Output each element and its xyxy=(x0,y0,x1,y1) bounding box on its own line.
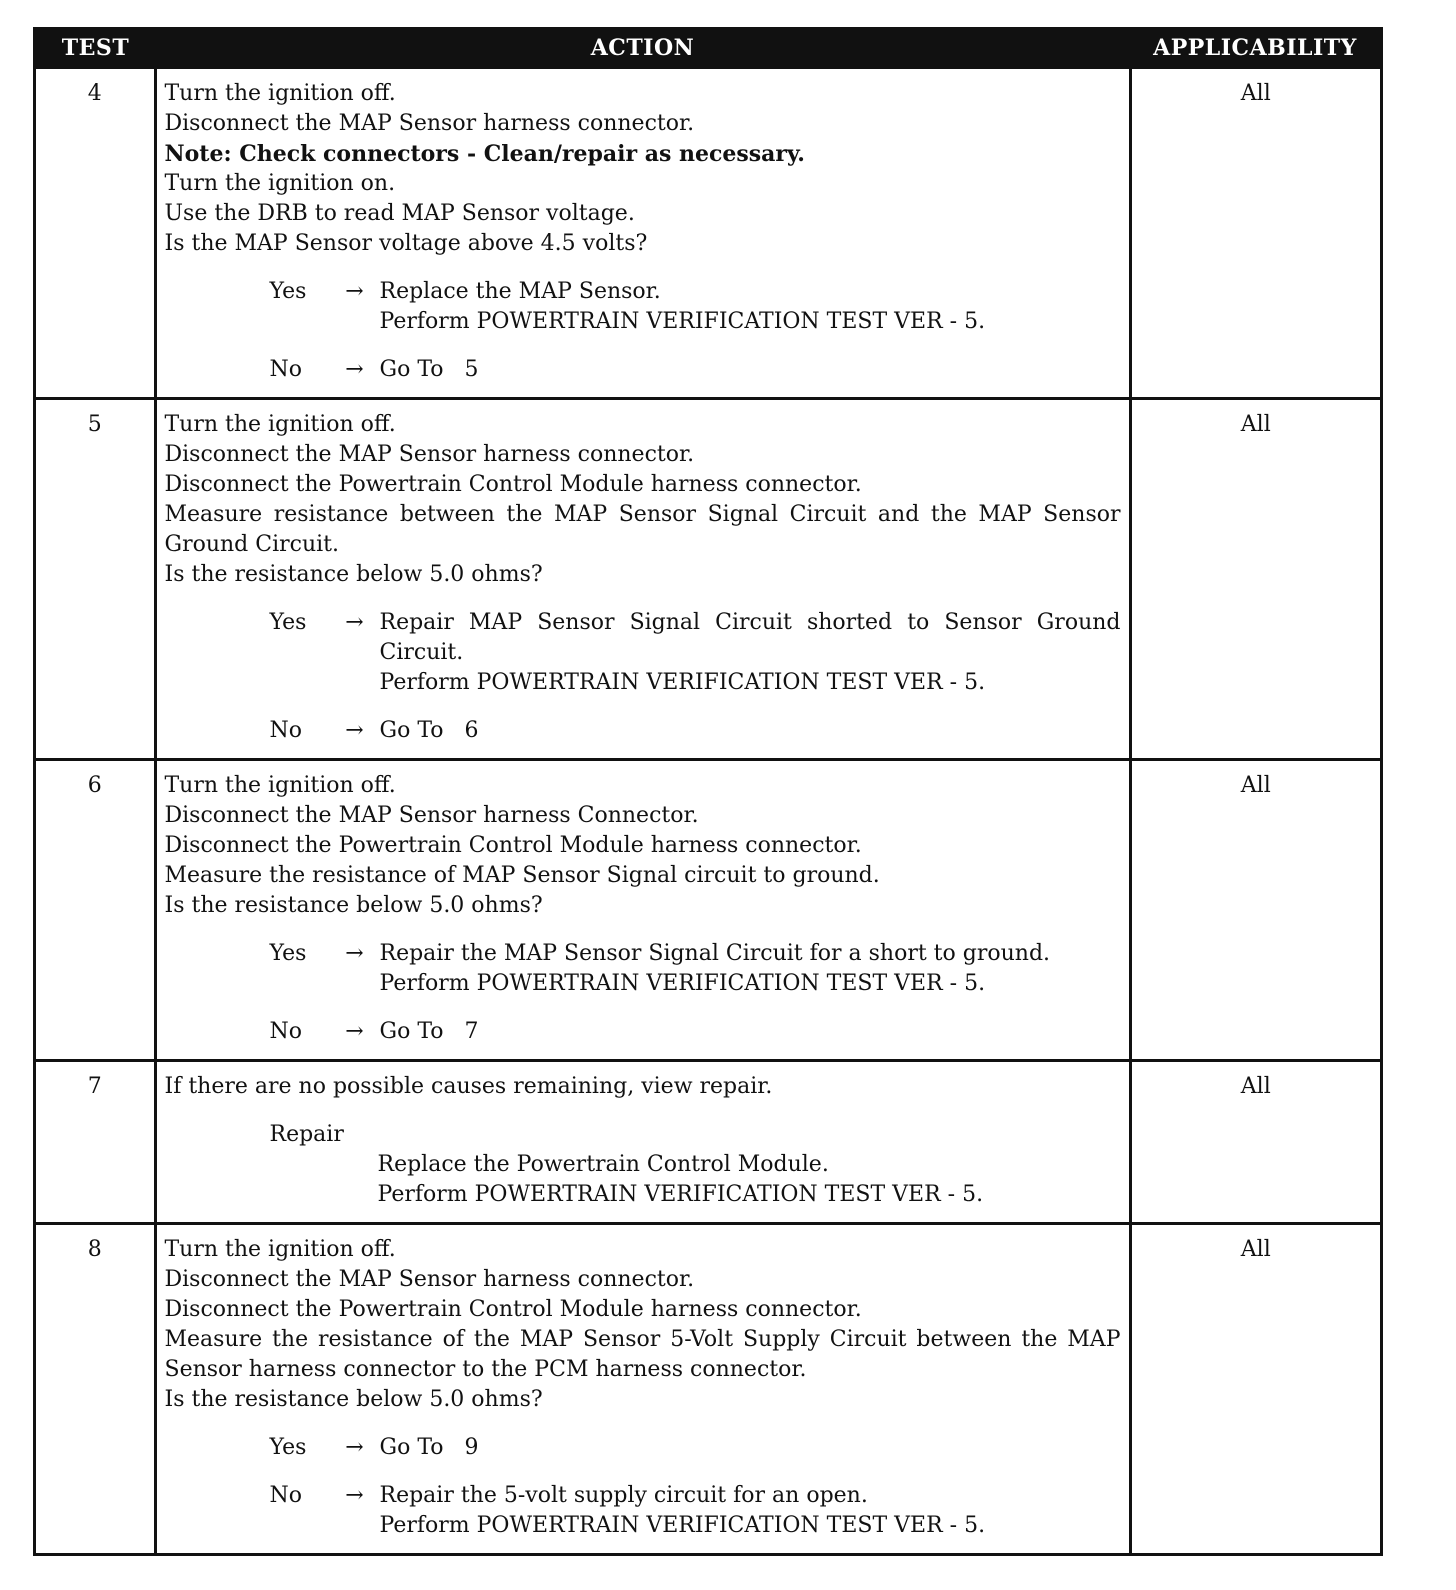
no-result: Repair the 5-volt supply circuit for an open. xyxy=(379,1483,868,1508)
table-row xyxy=(36,760,1380,1061)
diagnostic-test-table xyxy=(33,27,1383,1556)
applicability-value: All xyxy=(1130,760,1380,1061)
action-step: Turn the ignition off. xyxy=(164,81,396,106)
action-step: Disconnect the Powertrain Control Module harness connector. xyxy=(164,472,862,497)
repair-step: Perform POWERTRAIN VERIFICATION TEST VER - 5. xyxy=(377,1182,984,1207)
test-table xyxy=(36,30,1380,1553)
test-number: 5 xyxy=(36,399,155,760)
action-step: Disconnect the MAP Sensor harness connector. xyxy=(164,442,695,467)
no-result: Perform POWERTRAIN VERIFICATION TEST VER - 5. xyxy=(379,1513,986,1538)
no-branch xyxy=(165,1481,1121,1541)
table-row xyxy=(36,1224,1380,1554)
no-label: No xyxy=(269,357,302,382)
arrow-right-icon: → xyxy=(345,279,364,304)
action-step: Disconnect the MAP Sensor harness Connector. xyxy=(164,803,699,828)
yes-label: Yes xyxy=(269,279,307,304)
action-question: Is the resistance below 5.0 ohms? xyxy=(164,893,543,918)
action-step: Disconnect the Powertrain Control Module harness connector. xyxy=(164,833,862,858)
action-question: Is the resistance below 5.0 ohms? xyxy=(164,1387,543,1412)
no-result: Go To 6 xyxy=(379,718,479,743)
repair-label: Repair xyxy=(269,1122,344,1147)
test-number: 7 xyxy=(36,1061,155,1224)
action-cell xyxy=(155,68,1130,399)
action-step: Measure the resistance of the MAP Sensor 5-Volt Supply Circuit between the MAP Sensor harness connector to the PCM harness connector. xyxy=(164,1327,1121,1382)
yes-result: Perform POWERTRAIN VERIFICATION TEST VER - 5. xyxy=(379,670,986,695)
no-label: No xyxy=(269,1483,302,1508)
table-row xyxy=(36,68,1380,399)
applicability-value: All xyxy=(1130,1061,1380,1224)
no-label: No xyxy=(269,1019,302,1044)
action-note: Note: Check connectors - Clean/repair as necessary. xyxy=(164,141,805,167)
table-row xyxy=(36,399,1380,760)
applicability-value: All xyxy=(1130,1224,1380,1554)
yes-result: Perform POWERTRAIN VERIFICATION TEST VER - 5. xyxy=(379,971,986,996)
header-row xyxy=(36,30,1380,68)
yes-branch xyxy=(165,1433,1121,1463)
no-branch xyxy=(165,355,1121,385)
action-step: Turn the ignition on. xyxy=(164,171,396,196)
test-number: 6 xyxy=(36,760,155,1061)
no-label: No xyxy=(269,718,302,743)
yes-result: Perform POWERTRAIN VERIFICATION TEST VER - 5. xyxy=(379,309,986,334)
action-step: Measure resistance between the MAP Sensor Signal Circuit and the MAP Sensor Ground Circuit. xyxy=(164,502,1121,557)
header-applicability: APPLICABILITY xyxy=(1130,30,1380,68)
action-cell xyxy=(155,1061,1130,1224)
action-step: Measure the resistance of MAP Sensor Signal circuit to ground. xyxy=(164,863,880,888)
action-question: Is the MAP Sensor voltage above 4.5 volts? xyxy=(164,231,648,256)
action-step: Use the DRB to read MAP Sensor voltage. xyxy=(164,201,635,226)
action-step: Turn the ignition off. xyxy=(164,773,396,798)
no-result: Go To 7 xyxy=(379,1019,479,1044)
yes-result: Repair MAP Sensor Signal Circuit shorted to Sensor Ground Circuit. xyxy=(379,610,1121,665)
test-number: 8 xyxy=(36,1224,155,1554)
action-step: Disconnect the MAP Sensor harness connector. xyxy=(164,1267,695,1292)
no-branch xyxy=(165,1017,1121,1047)
repair-step: Replace the Powertrain Control Module. xyxy=(377,1152,829,1177)
arrow-right-icon: → xyxy=(345,1019,364,1044)
arrow-right-icon: → xyxy=(345,941,364,966)
applicability-value: All xyxy=(1130,68,1380,399)
action-cell xyxy=(155,1224,1130,1554)
arrow-right-icon: → xyxy=(345,718,364,743)
repair-block xyxy=(165,1120,1121,1210)
action-step: Turn the ignition off. xyxy=(164,412,396,437)
yes-label: Yes xyxy=(269,941,307,966)
arrow-right-icon: → xyxy=(345,1435,364,1460)
yes-branch xyxy=(165,939,1121,999)
no-result: Go To 5 xyxy=(379,357,479,382)
yes-result: Repair the MAP Sensor Signal Circuit for a short to ground. xyxy=(379,941,1051,966)
header-action: ACTION xyxy=(155,30,1130,68)
yes-branch xyxy=(165,608,1121,698)
action-cell xyxy=(155,760,1130,1061)
action-step: Disconnect the MAP Sensor harness connector. xyxy=(164,111,695,136)
action-cell xyxy=(155,399,1130,760)
applicability-value: All xyxy=(1130,399,1380,760)
no-branch xyxy=(165,716,1121,746)
header-test: TEST xyxy=(36,30,155,68)
yes-result: Replace the MAP Sensor. xyxy=(379,279,661,304)
arrow-right-icon: → xyxy=(345,357,364,382)
yes-result: Go To 9 xyxy=(379,1435,479,1460)
arrow-right-icon: → xyxy=(345,610,364,635)
action-step: Turn the ignition off. xyxy=(164,1237,396,1262)
action-step: Disconnect the Powertrain Control Module harness connector. xyxy=(164,1297,862,1322)
yes-label: Yes xyxy=(269,610,307,635)
arrow-right-icon: → xyxy=(345,1483,364,1508)
yes-branch xyxy=(165,277,1121,337)
action-question: Is the resistance below 5.0 ohms? xyxy=(164,562,543,587)
action-step: If there are no possible causes remaining, view repair. xyxy=(164,1074,773,1099)
yes-label: Yes xyxy=(269,1435,307,1460)
test-number: 4 xyxy=(36,68,155,399)
table-row xyxy=(36,1061,1380,1224)
